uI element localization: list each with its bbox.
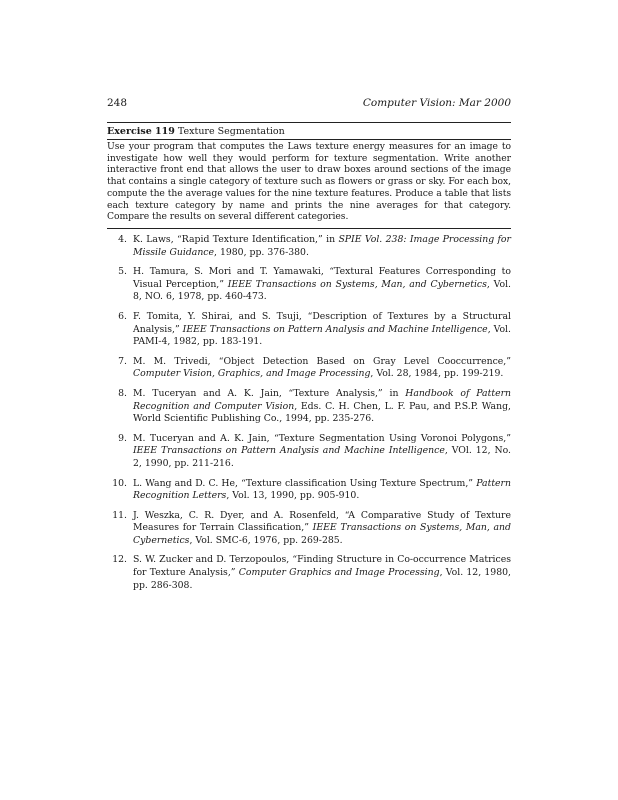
reference-details: , Vol. SMC-6, 1976, pp. 269-285. [189, 534, 343, 546]
reference-number: 6. [118, 310, 127, 322]
reference-item [107, 388, 511, 426]
reference-venue: Computer Graphics and Image Processing [238, 567, 440, 579]
reference-item [107, 554, 511, 592]
reference-venue: IEEE Transactions on Systems, Man, and Cybernetics [133, 522, 511, 546]
reference-number: 11. [112, 509, 127, 521]
exercise-label: Exercise 119 [107, 126, 175, 137]
reference-authors-title: M. M. Trivedi, “Object Detection Based on Gray Level Cooccurrence,” [133, 355, 511, 367]
reference-number: 4. [118, 234, 127, 245]
reference-venue: SPIE Vol. 238: Image Processing for Missile Guidance [133, 234, 511, 258]
reference-item [107, 478, 511, 503]
reference-authors-title: L. Wang and D. C. He, “Texture classification Using Texture Spectrum,” [133, 477, 477, 489]
reference-authors-title: F. Tomita, Y. Shirai, and S. Tsuji, “Description of Textures by a Structural Analysis,” [133, 310, 511, 335]
reference-item [107, 234, 511, 259]
reference-details: , Vol. 28, 1984, pp. 199-219. [370, 368, 504, 380]
reference-authors-title: M. Tuceryan and A. K. Jain, “Texture Analysis,” in [133, 387, 406, 399]
reference-number: 10. [112, 477, 127, 489]
reference-details: , Vol. PAMI-4, 1982, pp. 183-191. [133, 323, 511, 348]
reference-number: 8. [118, 387, 127, 399]
reference-venue: IEEE Transactions on Systems, Man, and Cybernetics [227, 278, 487, 290]
reference-number: 5. [118, 266, 127, 278]
reference-details: , VOl. 12, No. 2, 1990, pp. 211-216. [133, 445, 511, 469]
reference-venue: IEEE Transactions on Pattern Analysis and Machine Intelligence [133, 445, 445, 457]
reference-item [107, 510, 511, 548]
exercise-heading [107, 126, 511, 140]
reference-list [107, 234, 511, 599]
reference-number: 9. [118, 432, 127, 444]
reference-venue: Pattern Recognition Letters [133, 477, 511, 502]
reference-details: , Vol. 13, 1990, pp. 905-910. [226, 490, 360, 502]
reference-authors-title: H. Tamura, S. Mori and T. Yamawaki, “Textural Features Corresponding to Visual Perception,” [133, 266, 511, 290]
running-title: Computer Vision: Mar 2000 [362, 97, 511, 109]
exercise-box [107, 122, 511, 229]
reference-item [107, 433, 511, 471]
reference-details: , Eds. C. H. Chen, L. F. Pau, and P.S.P. Wang, World Scientific Publishing Co., 1994, pp. 235-276. [133, 400, 511, 425]
reference-authors-title: S. W. Zucker and D. Terzopoulos, “Finding Structure in Co-occurrence Matrices for Texture Analysis,” [133, 554, 511, 579]
reference-number: 12. [112, 554, 127, 566]
reference-details: , Vol. 12, 1980, pp. 286-308. [133, 567, 512, 591]
running-head [107, 97, 511, 110]
reference-item [107, 311, 511, 349]
reference-authors-title: J. Weszka, C. R. Dyer, and A. Rosenfeld, “A Comparative Study of Texture Measures for Terrain Classification,” [133, 509, 511, 534]
reference-number: 7. [118, 355, 127, 367]
reference-details: , Vol. 8, NO. 6, 1978, pp. 460-473. [133, 278, 512, 303]
reference-venue: Handbook of Pattern Recognition and Computer Vision [133, 387, 512, 412]
exercise-body: Use your program that computes the Laws texture energy measures for an image to investigate how well they would perform for texture segmentation. Write another interactive front end that allows the user to draw boxes around sections of the image that contains a single category of texture such as flowers or grass or sky. For each box, compute the the average values for the nine texture features. Produce a table that lists each texture category by name and prints the nine averages for that category. Compare the results on several different categories. [107, 141, 511, 223]
reference-item [107, 356, 511, 381]
reference-venue: IEEE Transactions on Pattern Analysis and Machine Intelligence [182, 323, 488, 335]
page-number: 248 [107, 97, 128, 109]
exercise-title-rule [107, 139, 511, 140]
reference-venue: Computer Vision, Graphics, and Image Processing [133, 368, 371, 380]
reference-authors-title: M. Tuceryan and A. K. Jain, “Texture Segmentation Using Voronoi Polygons,” [133, 432, 511, 444]
exercise-title: Texture Segmentation [177, 126, 285, 137]
reference-item [107, 266, 511, 304]
reference-authors-title: K. Laws, “Rapid Texture Identification,” in [133, 234, 339, 245]
reference-details: , 1980, pp. 376-380. [214, 246, 309, 258]
